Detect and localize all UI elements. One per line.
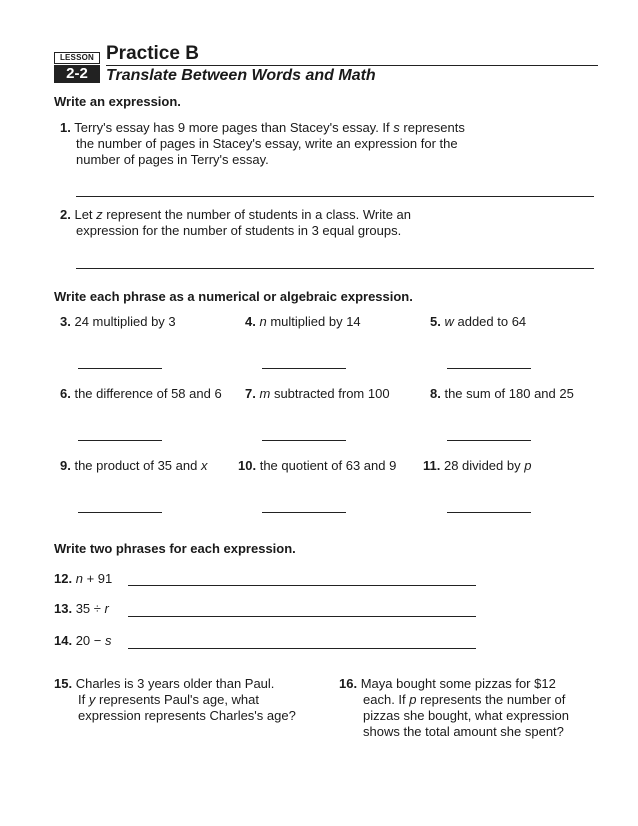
section-heading-two-phrases: Write two phrases for each expression.	[54, 541, 296, 556]
problem-3	[60, 314, 176, 330]
problem-5	[430, 314, 526, 330]
problem-text: 28 divided by	[443, 458, 521, 473]
problem-text: Maya bought some pizzas for $12	[360, 676, 556, 691]
section-heading-numerical-expression: Write each phrase as a numerical or algebraic expression.	[54, 289, 413, 304]
variable: w	[444, 314, 454, 329]
answer-line-9[interactable]	[78, 512, 162, 513]
problem-text: the quotient of 63 and 9	[259, 458, 397, 473]
problem-number: 11.	[423, 458, 441, 473]
variable: n	[75, 571, 83, 586]
lesson-label: LESSON	[54, 52, 100, 64]
problem-number: 14.	[54, 633, 73, 648]
problem-text: added to 64	[457, 314, 527, 329]
variable: r	[104, 601, 109, 616]
answer-line-12[interactable]	[128, 585, 476, 586]
answer-line-10[interactable]	[262, 512, 346, 513]
problem-number: 1.	[60, 120, 71, 135]
problem-16	[339, 676, 599, 740]
problem-text: If	[78, 692, 86, 707]
section-heading-write-expression: Write an expression.	[54, 94, 181, 109]
variable: n	[259, 314, 267, 329]
problem-text: pizzas she bought, what expression	[363, 708, 569, 723]
answer-line-13[interactable]	[128, 616, 476, 617]
answer-line-2[interactable]	[76, 268, 594, 269]
problem-text: Terry's essay has 9 more pages than Stacey's essay. If	[74, 120, 390, 135]
problem-9	[60, 458, 207, 474]
problem-text: expression represents Charles's age?	[78, 708, 296, 723]
problem-text: the difference of 58 and 6	[74, 386, 222, 401]
problem-text: the product of 35 and	[74, 458, 198, 473]
problem-number: 10.	[238, 458, 257, 473]
variable: m	[259, 386, 271, 401]
answer-line-8[interactable]	[447, 440, 531, 441]
variable: z	[96, 207, 103, 222]
problem-text: each. If	[363, 692, 406, 707]
problem-number: 6.	[60, 386, 71, 401]
problem-12	[54, 571, 112, 587]
problem-number: 5.	[430, 314, 441, 329]
variable: p	[409, 692, 417, 707]
expression-text: 20 −	[75, 633, 102, 648]
problem-text: shows the total amount she spent?	[363, 724, 564, 739]
problem-1	[60, 120, 476, 168]
problem-text: represent the number of students in a class. Write an expression for the number of students in 3 equal groups.	[76, 207, 411, 238]
problem-number: 3.	[60, 314, 71, 329]
problem-2	[60, 207, 476, 239]
problem-number: 9.	[60, 458, 71, 473]
problem-text: represents the number of pages in Stacey's essay, write an expression for the number of pages in Terry's essay.	[76, 120, 465, 167]
problem-7	[245, 386, 390, 402]
problem-number: 13.	[54, 601, 73, 616]
variable: s	[393, 120, 400, 135]
header-rule	[106, 65, 598, 66]
problem-11	[423, 458, 531, 474]
problem-4	[245, 314, 361, 330]
problem-10	[238, 458, 396, 474]
variable: s	[105, 633, 112, 648]
problem-text: multiplied by 14	[270, 314, 361, 329]
practice-title: Practice B	[106, 43, 199, 64]
answer-line-6[interactable]	[78, 440, 162, 441]
problem-13	[54, 601, 109, 617]
answer-line-14[interactable]	[128, 648, 476, 649]
page-subtitle: Translate Between Words and Math	[106, 67, 376, 84]
expression-text: 35 ÷	[75, 601, 101, 616]
variable: x	[200, 458, 208, 473]
variable: y	[88, 692, 96, 707]
problem-text: subtracted from 100	[273, 386, 390, 401]
problem-text: Charles is 3 years older than Paul.	[75, 676, 275, 691]
problem-number: 15.	[54, 676, 73, 691]
problem-8	[430, 386, 574, 402]
problem-14	[54, 633, 112, 649]
problem-6	[60, 386, 222, 402]
problem-text: represents Paul's age, what	[98, 692, 260, 707]
problem-number: 12.	[54, 571, 73, 586]
answer-line-5[interactable]	[447, 368, 531, 369]
problem-number: 2.	[60, 207, 71, 222]
answer-line-7[interactable]	[262, 440, 346, 441]
answer-line-11[interactable]	[447, 512, 531, 513]
answer-line-4[interactable]	[262, 368, 346, 369]
expression-text: + 91	[86, 571, 113, 586]
problem-text: the sum of 180 and 25	[444, 386, 574, 401]
problem-number: 8.	[430, 386, 441, 401]
problem-text: 24 multiplied by 3	[74, 314, 176, 329]
problem-number: 7.	[245, 386, 256, 401]
problem-number: 4.	[245, 314, 256, 329]
lesson-badge	[54, 52, 100, 83]
lesson-number: 2-2	[54, 65, 100, 83]
problem-text: represents the number of	[420, 692, 566, 707]
variable: p	[524, 458, 532, 473]
problem-number: 16.	[339, 676, 358, 691]
answer-line-3[interactable]	[78, 368, 162, 369]
answer-line-1[interactable]	[76, 196, 594, 197]
problem-15	[54, 676, 324, 724]
problem-text: Let	[74, 207, 93, 222]
